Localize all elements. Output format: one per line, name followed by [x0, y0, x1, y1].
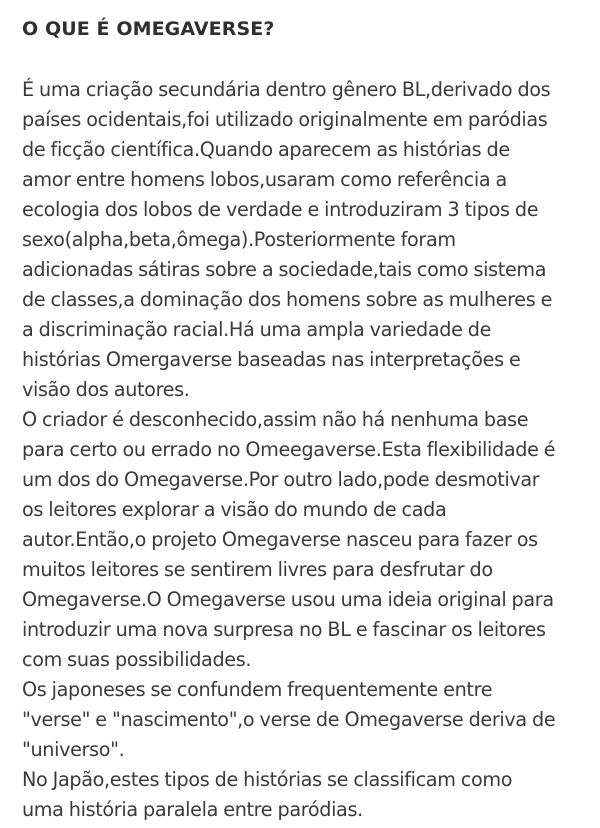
body-line: amor entre homens lobos,usaram como referência a	[22, 168, 507, 191]
body-line: um dos do Omegaverse.Por outro lado,pode desmotivar	[22, 468, 540, 491]
body-line: Omegaverse.O Omegaverse usou uma ideia original para	[22, 588, 554, 611]
body-line: ecologia dos lobos de verdade e introduziram 3 tipos de	[22, 198, 539, 221]
body-line: de ficção científica.Quando aparecem as histórias de	[22, 138, 510, 161]
body-line: introduzir uma nova surpresa no BL e fascinar os leitores	[22, 618, 546, 641]
body-line: Os japoneses se confundem frequentemente entre	[22, 678, 493, 701]
article-body	[22, 75, 584, 825]
body-line: "universo".	[22, 738, 125, 761]
body-line: com suas possibilidades.	[22, 648, 252, 671]
article	[22, 14, 584, 825]
body-line: a discriminação racial.Há uma ampla variedade de	[22, 318, 492, 341]
body-line: É uma criação secundária dentro gênero BL,derivado dos	[22, 78, 551, 101]
body-line: de classes,a dominação dos homens sobre as mulheres e	[22, 288, 553, 311]
body-line: autor.Então,o projeto Omegaverse nasceu para fazer os	[22, 528, 538, 551]
body-line: para certo ou errado no Omeegaverse.Esta flexibilidade é	[22, 438, 556, 461]
body-line: uma história paralela entre paródias.	[22, 798, 363, 821]
body-line: os leitores explorar a visão do mundo de cada	[22, 498, 447, 521]
body-line: sexo(alpha,beta,ômega).Posteriormente foram	[22, 228, 456, 251]
body-line: No Japão,estes tipos de histórias se classificam como	[22, 768, 513, 791]
body-line: países ocidentais,foi utilizado originalmente em paródias	[22, 108, 548, 131]
article-title: O QUE É OMEGAVERSE?	[22, 18, 275, 40]
body-line: adicionadas sátiras sobre a sociedade,tais como sistema	[22, 258, 547, 281]
body-line: histórias Omergaverse baseadas nas interpretações e	[22, 348, 521, 371]
body-line: O criador é desconhecido,assim não há nenhuma base	[22, 408, 529, 431]
body-line: "verse" e "nascimento",o verse de Omegaverse deriva de	[22, 708, 556, 731]
body-line: visão dos autores.	[22, 378, 190, 401]
body-line: muitos leitores se sentirem livres para desfrutar do	[22, 558, 493, 581]
